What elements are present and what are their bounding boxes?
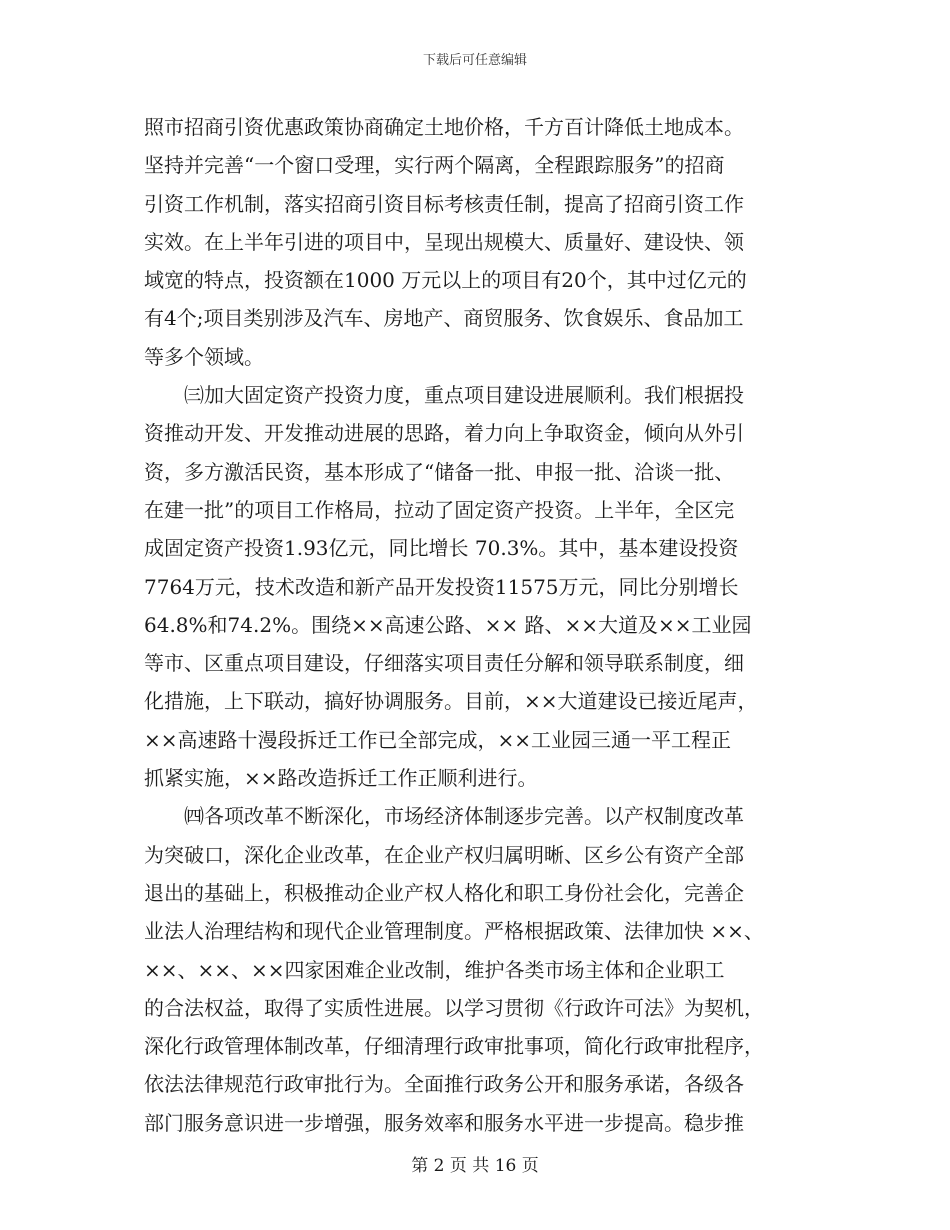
- text-line: 64.8%和74.2%。围绕××高速公路、×× 路、××大道及××工业园: [144, 612, 752, 637]
- text-line: ××、××、××四家困难企业改制，维护各类市场主体和企业职工: [144, 957, 725, 982]
- text-line: ㈢加大固定资产投资力度，重点项目建设进展顺利。我们根据投: [184, 383, 744, 408]
- text-line: 引资工作机制，落实招商引资目标考核责任制，提高了招商引资工作: [144, 191, 744, 216]
- text-line: 在建一批”的项目工作格局，拉动了固定资产投资。上半年，全区完: [144, 497, 735, 522]
- text-line: 抓紧实施，××路改造拆迁工作正顺利进行。: [144, 766, 538, 791]
- text-line: 成固定资产投资1.93亿元，同比增长 70.3%。其中，基本建设投资: [144, 536, 739, 561]
- page-number: 第 2 页 共 16 页: [411, 1156, 539, 1176]
- text-line: 化措施，上下联动，搞好协调服务。目前，××大道建设已接近尾声，: [144, 689, 758, 714]
- text-line: 退出的基础上，积极推动企业产权人格化和职工身份社会化，完善企: [144, 880, 744, 905]
- text-line: 7764万元，技术改造和新产品开发投资11575万元，同比分别增长: [144, 574, 739, 599]
- page-header: 下载后可任意编辑: [422, 53, 527, 68]
- text-line: 部门服务意识进一步增强，服务效率和服务水平进一步提高。稳步推: [144, 1110, 744, 1135]
- text-line: 的合法权益，取得了实质性进展。以学习贯彻《行政许可法》为契机，: [144, 995, 764, 1020]
- document-body: [144, 108, 812, 1142]
- text-line: ××高速路十漫段拆迁工作已全部完成，××工业园三通一平工程正: [144, 727, 732, 752]
- text-line: 深化行政管理体制改革，仔细清理行政审批事项，简化行政审批程序，: [144, 1034, 764, 1059]
- text-line: 为突破口，深化企业改革，在企业产权归属明晰、区乡公有资产全部: [144, 842, 744, 867]
- text-line: 等市、区重点项目建设，仔细落实项目责任分解和领导联系制度，细: [144, 651, 744, 676]
- text-line: 依法法律规范行政审批行为。全面推行政务公开和服务承诺，各级各: [144, 1072, 744, 1097]
- text-line: 等多个领域。: [144, 344, 264, 369]
- text-line: 有4个;项目类别涉及汽车、房地产、商贸服务、饮食娱乐、食品加工: [144, 306, 744, 331]
- text-line: 实效。在上半年引进的项目中，呈现出规模大、质量好、建设快、领: [144, 229, 744, 254]
- text-line: 业法人治理结构和现代企业管理制度。严格根据政策、法律加快 ××、: [144, 919, 764, 944]
- text-line: ㈣各项改革不断深化，市场经济体制逐步完善。以产权制度改革: [184, 804, 744, 829]
- text-line: 坚持并完善“一个窗口受理，实行两个隔离，全程跟踪服务”的招商: [144, 153, 725, 178]
- text-line: 资推动开发、开发推动进展的思路，着力向上争取资金，倾向从外引: [144, 421, 744, 446]
- text-line: 照市招商引资优惠政策协商确定土地价格，千方百计降低土地成本。: [144, 115, 744, 139]
- text-line: 资，多方激活民资，基本形成了“储备一批、申报一批、洽谈一批、: [144, 459, 735, 484]
- text-line: 域宽的特点，投资额在1000 万元以上的项目有20个，其中过亿元的: [144, 268, 747, 293]
